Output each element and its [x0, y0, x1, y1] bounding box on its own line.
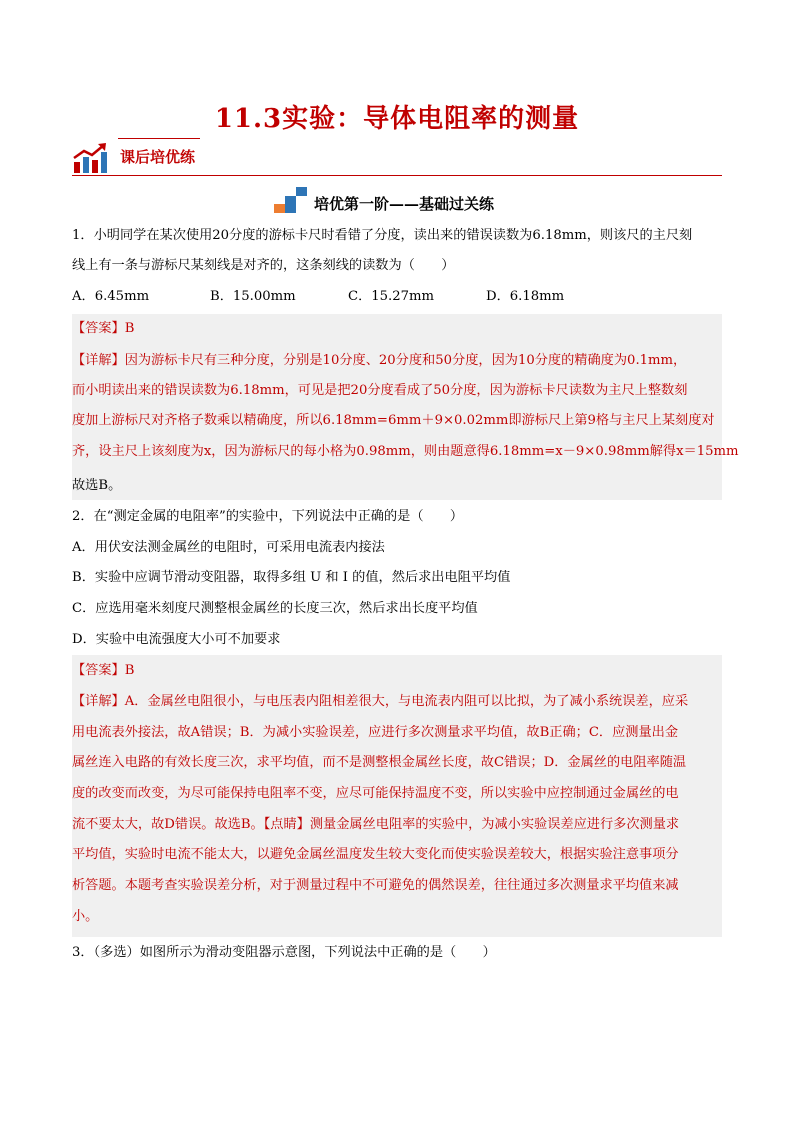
- q2-option-d: D．实验中电流强度大小可不加要求: [72, 632, 281, 647]
- q2-option-a: A．用伏安法测金属丝的电阻时，可采用电流表内接法: [72, 540, 385, 555]
- steps-icon: [274, 187, 308, 213]
- q1-conclusion: 故选B。: [72, 478, 122, 493]
- section-banner: [0, 187, 794, 217]
- q2-detail-line: 【详解】A．金属丝电阻很小，与电压表内阻相差很大，与电流表内阻可以比拟，为了减小系统误差，应采: [72, 694, 689, 709]
- header-label: 课后培优练: [120, 148, 196, 166]
- q2-answer-block: [72, 655, 722, 937]
- q2-detail-line: 用电流表外接法，故A错误；B．为减小实验误差，应进行多次测量求平均值，故B正确；C．应测量出金: [72, 725, 679, 740]
- q1-detail-line: 齐，设主尺上该刻度为x，因为游标尺的每小格为0.98mm，则由题意得6.18mm=x－9×0.98mm解得x＝15mm: [72, 444, 739, 459]
- q1-stem-line: 1．小明同学在某次使用20分度的游标卡尺时看错了分度，读出来的错误读数为6.18mm，则该尺的主尺刻: [72, 228, 693, 243]
- header-rule: [72, 175, 722, 176]
- section-title: 培优第一阶——基础过关练: [314, 195, 495, 213]
- q1-answer-block: [72, 314, 739, 500]
- q2-detail-line: 流不要太大，故D错误。故选B。【点睛】测量金属丝电阻率的实验中，为减小实验误差应进行多次测量求: [72, 817, 680, 832]
- q1-option-b: B．15.00mm: [210, 289, 296, 304]
- q1-option-a: A．6.45mm: [72, 289, 150, 304]
- q1-detail-line: 度加上游标尺对齐格子数乘以精确度，所以6.18mm=6mm＋9×0.02mm即游标尺上第9格与主尺上某刻度对: [72, 413, 715, 428]
- growth-chart-icon: [72, 142, 108, 174]
- section-header: [72, 138, 722, 178]
- page-title: 11.3实验：导体电阻率的测量: [214, 104, 580, 134]
- q2-detail-line: 度的改变而改变，为尽可能保持电阻率不变，应尽可能保持温度不变，所以实验中应控制通过金属丝的电: [72, 786, 679, 801]
- q1-option-d: D．6.18mm: [486, 289, 565, 304]
- q1-option-c: C．15.27mm: [348, 289, 435, 304]
- q2-option-b: B．实验中应调节滑动变阻器，取得多组 U 和 I 的值，然后求出电阻平均值: [72, 570, 511, 585]
- q2-answer: 【答案】B: [72, 663, 135, 678]
- q1-detail-line: 而小明读出来的错误读数为6.18mm，可见是把20分度看成了50分度，因为游标卡尺读数为主尺上整数刻: [72, 383, 688, 398]
- q2-detail-line: 平均值，实验时电流不能太大，以避免金属丝温度发生较大变化而使实验误差较大，根据实验注意事项分: [72, 847, 679, 862]
- q3-stem: 3．（多选）如图所示为滑动变阻器示意图，下列说法中正确的是（ ）: [72, 945, 496, 960]
- q2-detail-line: 析答题。本题考查实验误差分析，对于测量过程中不可避免的偶然误差，往往通过多次测量求平均值来减: [72, 878, 679, 893]
- q1-answer: 【答案】B: [72, 321, 135, 336]
- header-top-rule: [118, 138, 200, 139]
- q2-detail-line: 小。: [72, 909, 99, 924]
- q2-detail-line: 属丝连入电路的有效长度三次，求平均值，而不是测整根金属丝长度，故C错误；D．金属丝的电阻率随温: [72, 755, 687, 770]
- q2-stem: 2．在“测定金属的电阻率”的实验中，下列说法中正确的是（ ）: [72, 509, 464, 524]
- q2-option-c: C．应选用毫米刻度尺测整根金属丝的长度三次，然后求出长度平均值: [72, 601, 478, 616]
- q1-detail-line: 【详解】因为游标卡尺有三种分度，分别是10分度、20分度和50分度，因为10分度的精确度为0.1mm，: [72, 353, 687, 368]
- q1-stem-line: 线上有一条与游标尺某刻线是对齐的，这条刻线的读数为（ ）: [72, 258, 455, 273]
